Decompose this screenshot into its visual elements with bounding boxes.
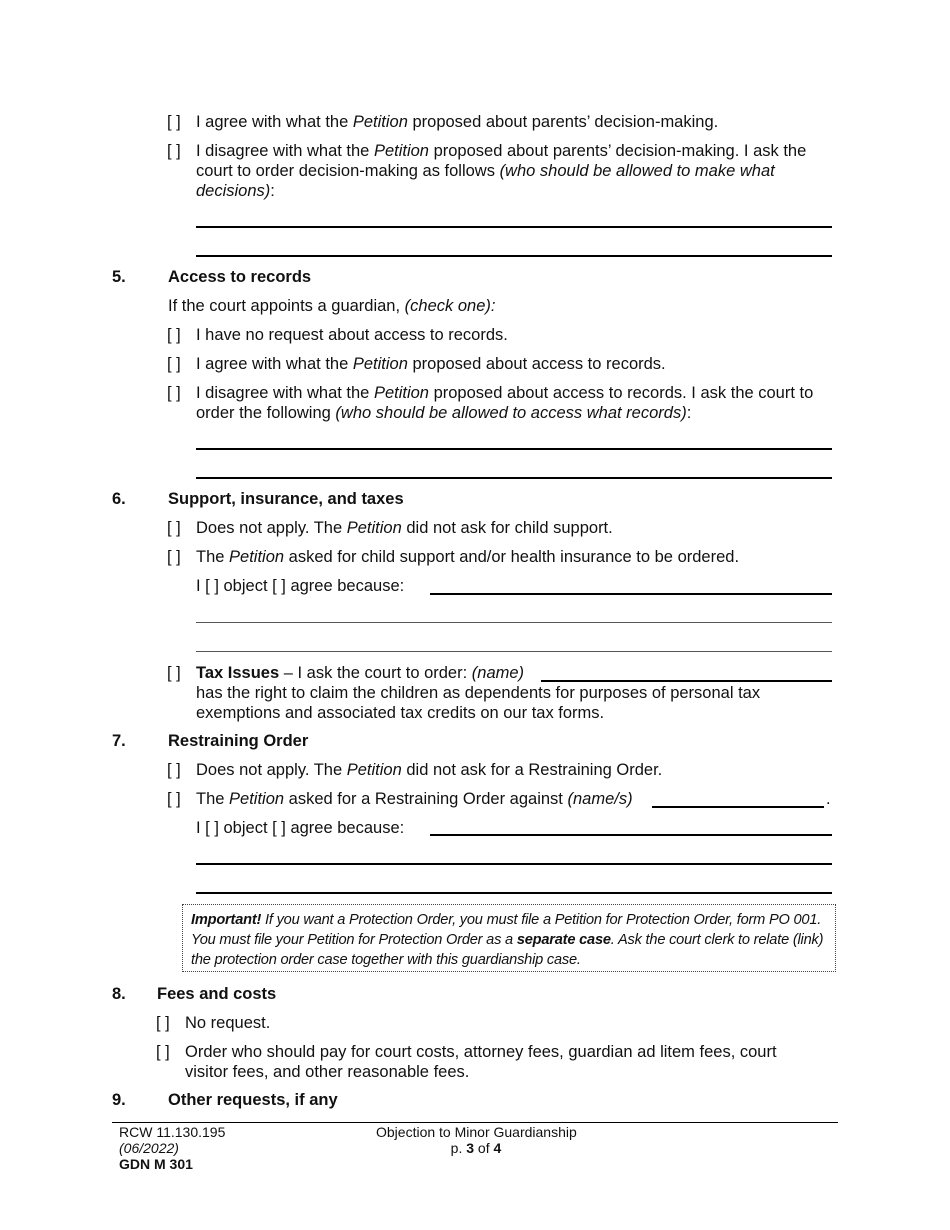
- fill-line[interactable]: [196, 255, 832, 257]
- checkbox[interactable]: [ ]: [167, 326, 181, 344]
- important-notice-box: Important! If you want a Protection Order, you must file a Petition for Protection Order, form PO 001. You must file your Petition for Protection Order as a separate case. Ask the court clerk to relate (link) the protection order case together with this guardianship case.: [182, 904, 836, 972]
- sec7-object-agree[interactable]: I [ ] object [ ] agree because:: [196, 819, 405, 837]
- sec5-opt2: I agree with what the Petition proposed about access to records.: [196, 355, 666, 373]
- section-title: Restraining Order: [168, 732, 309, 750]
- checkbox[interactable]: [ ]: [167, 355, 181, 373]
- checkbox[interactable]: [ ]: [167, 113, 181, 131]
- footer-title: Objection to Minor Guardianship: [376, 1124, 577, 1140]
- tax-issues-rest: has the right to claim the children as dependents for purposes of personal tax exemptions and associated tax credits on our tax forms.: [196, 684, 761, 722]
- checkbox[interactable]: [ ]: [167, 790, 181, 808]
- checkbox[interactable]: [ ]: [167, 519, 181, 537]
- tax-issues-line: Tax Issues – I ask the court to order: (name): [196, 664, 525, 682]
- fill-line[interactable]: [196, 651, 832, 652]
- fill-line[interactable]: [196, 622, 832, 623]
- footer-rcw: RCW 11.130.195: [119, 1124, 226, 1140]
- checkbox[interactable]: [ ]: [156, 1014, 170, 1032]
- section-number: 7.: [112, 732, 126, 750]
- fill-line[interactable]: [196, 477, 832, 479]
- decision-disagree-text: I disagree with what the Petition proposed about parents’ decision-making. I ask the court to order decision-making as follows (who should be allowed to make what decisions):: [196, 142, 807, 200]
- sec7-opt1: Does not apply. The Petition did not ask for a Restraining Order.: [196, 761, 663, 779]
- sec6-opt1: Does not apply. The Petition did not ask for child support.: [196, 519, 613, 537]
- fill-line[interactable]: [196, 892, 832, 894]
- section-title: Fees and costs: [157, 985, 277, 1003]
- fill-line[interactable]: [430, 834, 832, 836]
- fill-line[interactable]: [196, 226, 832, 228]
- fill-line[interactable]: [652, 806, 824, 808]
- section-title: Access to records: [168, 268, 312, 286]
- footer-page: p. 3 of 4: [450, 1140, 502, 1156]
- footer-form-id: GDN M 301: [119, 1156, 193, 1172]
- checkbox[interactable]: [ ]: [156, 1043, 170, 1061]
- section-title: Other requests, if any: [168, 1091, 338, 1109]
- fill-line[interactable]: [430, 593, 832, 595]
- checkbox[interactable]: [ ]: [167, 664, 181, 682]
- section-number: 8.: [112, 985, 126, 1003]
- sec7-opt2: The Petition asked for a Restraining Order against (name/s): [196, 790, 633, 808]
- fill-line[interactable]: [196, 863, 832, 865]
- checkbox[interactable]: [ ]: [167, 142, 181, 160]
- sec8-opt2: Order who should pay for court costs, attorney fees, guardian ad litem fees, court visitor fees, and other reasonable fees.: [185, 1043, 777, 1081]
- checkbox[interactable]: [ ]: [167, 761, 181, 779]
- sec8-opt1: No request.: [185, 1014, 271, 1032]
- sec7-period: .: [826, 790, 831, 808]
- sec6-object-agree[interactable]: I [ ] object [ ] agree because:: [196, 577, 405, 595]
- checkbox[interactable]: [ ]: [167, 548, 181, 566]
- fill-line[interactable]: [196, 448, 832, 450]
- decision-agree-text: I agree with what the Petition proposed about parents’ decision-making.: [196, 113, 719, 131]
- checkbox[interactable]: [ ]: [167, 384, 181, 402]
- sec6-opt2: The Petition asked for child support and/or health insurance to be ordered.: [196, 548, 740, 566]
- sec5-opt3: I disagree with what the Petition proposed about access to records. I ask the court to order the following (who should be allowed to access what records):: [196, 384, 814, 422]
- section-title: Support, insurance, and taxes: [168, 490, 404, 508]
- section-number: 9.: [112, 1091, 126, 1109]
- footer-rule: [112, 1122, 838, 1123]
- section-number: 6.: [112, 490, 126, 508]
- sec5-opt1: I have no request about access to records.: [196, 326, 508, 344]
- sec5-intro: If the court appoints a guardian, (check one):: [168, 297, 496, 315]
- footer-date: (06/2022): [119, 1140, 179, 1156]
- fill-line[interactable]: [541, 680, 832, 682]
- section-number: 5.: [112, 268, 126, 286]
